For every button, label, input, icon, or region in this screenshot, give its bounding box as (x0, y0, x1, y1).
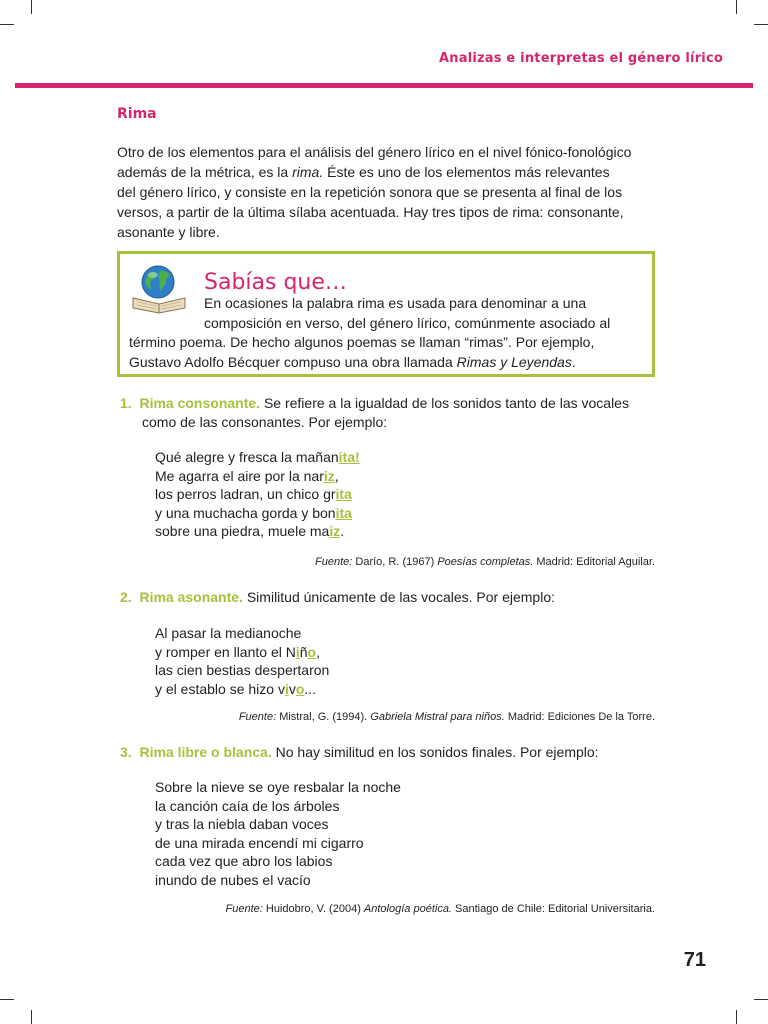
poem-example (155, 624, 329, 698)
poem-example (155, 448, 360, 541)
sabias-que-text (129, 294, 639, 372)
sabias-que-box (117, 251, 655, 377)
running-header: Analizas e interpretas el género lírico (439, 51, 723, 66)
item-text-cont: como de las consonantes. Por ejemplo: (142, 414, 388, 430)
item-term: Rima asonante. (139, 589, 243, 605)
citation: Fuente: Mistral, G. (1994). Gabriela Mistral para niños. Madrid: Ediciones De la Torre. (238, 711, 655, 723)
poem-line: Me agarra el aire por la nariz, (155, 467, 339, 484)
box-line: término poema. De hecho algunos poemas se llaman “rimas”. Por ejemplo, (129, 334, 595, 350)
crop-mark (754, 24, 768, 25)
item-number: 2. (120, 589, 132, 605)
section-heading: Rima (117, 106, 157, 122)
item-number: 1. (120, 395, 132, 411)
poem-line: la canción caía de los árboles (155, 797, 340, 814)
poem-line: y romper en llanto el Niño, (155, 643, 320, 660)
item-text: Se refiere a la igualdad de los sonidos tanto de las vocales (260, 395, 629, 411)
poem-line: Al pasar la medianoche (155, 625, 302, 641)
crop-mark (0, 999, 14, 1000)
item-text: No hay similitud en los sonidos finales. Por ejemplo: (271, 744, 599, 760)
poem-line: y el establo se hizo vivo... (155, 680, 317, 697)
intro-line: versos, a partir de la última sílaba acentuada. Hay tres tipos de rima: consonante, (117, 204, 624, 220)
intro-line: Otro de los elementos para el análisis del género lírico en el nivel fónico-fonológico (117, 144, 632, 160)
poem-line: sobre una piedra, muele maiz. (155, 523, 345, 539)
poem-line: cada vez que abro los labios (155, 853, 333, 869)
poem-example (155, 778, 401, 889)
crop-mark (31, 1010, 32, 1024)
rhyme-type-item (120, 743, 599, 762)
item-term: Rima consonante. (139, 395, 261, 411)
crop-mark (754, 999, 768, 1000)
page-number: 71 (683, 949, 706, 971)
item-text: Similitud únicamente de las vocales. Por ejemplo: (242, 589, 555, 605)
citation: Fuente: Huidobro, V. (2004) Antología poética. Santiago de Chile: Editorial Universitaria. (225, 903, 655, 915)
poem-line: Sobre la nieve se oye resbalar la noche (155, 779, 401, 795)
box-line: En ocasiones la palabra rima es usada para denominar a una (204, 295, 587, 311)
crop-mark (0, 24, 14, 25)
poem-line: inundo de nubes el vacío (155, 871, 311, 888)
sabias-que-title: Sabías que… (204, 270, 347, 295)
intro-line: asonante y libre. (117, 224, 220, 240)
poem-line: las cien bestias despertaron (155, 662, 330, 678)
intro-line: del género lírico, y consiste en la repetición sonora que se presenta al final de los (117, 184, 623, 200)
poem-line: de una mirada encendí mi cigarro (155, 834, 364, 851)
item-term: Rima libre o blanca. (139, 744, 272, 760)
header-rule (15, 83, 753, 88)
crop-mark (31, 0, 32, 14)
citation: Fuente: Darío, R. (1967) Poesías completas. Madrid: Editorial Aguilar. (315, 556, 655, 568)
crop-mark (736, 0, 737, 14)
box-line: Gustavo Adolfo Bécquer compuso una obra llamada Rimas y Leyendas. (129, 353, 576, 370)
intro-line: además de la métrica, es la rima. Éste es uno de los elementos más relevantes (117, 164, 610, 180)
item-number: 3. (120, 744, 132, 760)
poem-line: y una muchacha gorda y bonita (155, 504, 352, 521)
poem-line: y tras la niebla daban voces (155, 816, 329, 832)
poem-line: los perros ladran, un chico grita (155, 486, 352, 502)
poem-line: Qué alegre y fresca la mañanita! (155, 449, 360, 465)
crop-mark (736, 1010, 737, 1024)
intro-paragraph (117, 142, 657, 242)
rhyme-type-item (120, 588, 555, 607)
rhyme-type-item (120, 394, 629, 432)
box-line: composición en verso, del género lírico, comúnmente asociado al (204, 314, 611, 331)
